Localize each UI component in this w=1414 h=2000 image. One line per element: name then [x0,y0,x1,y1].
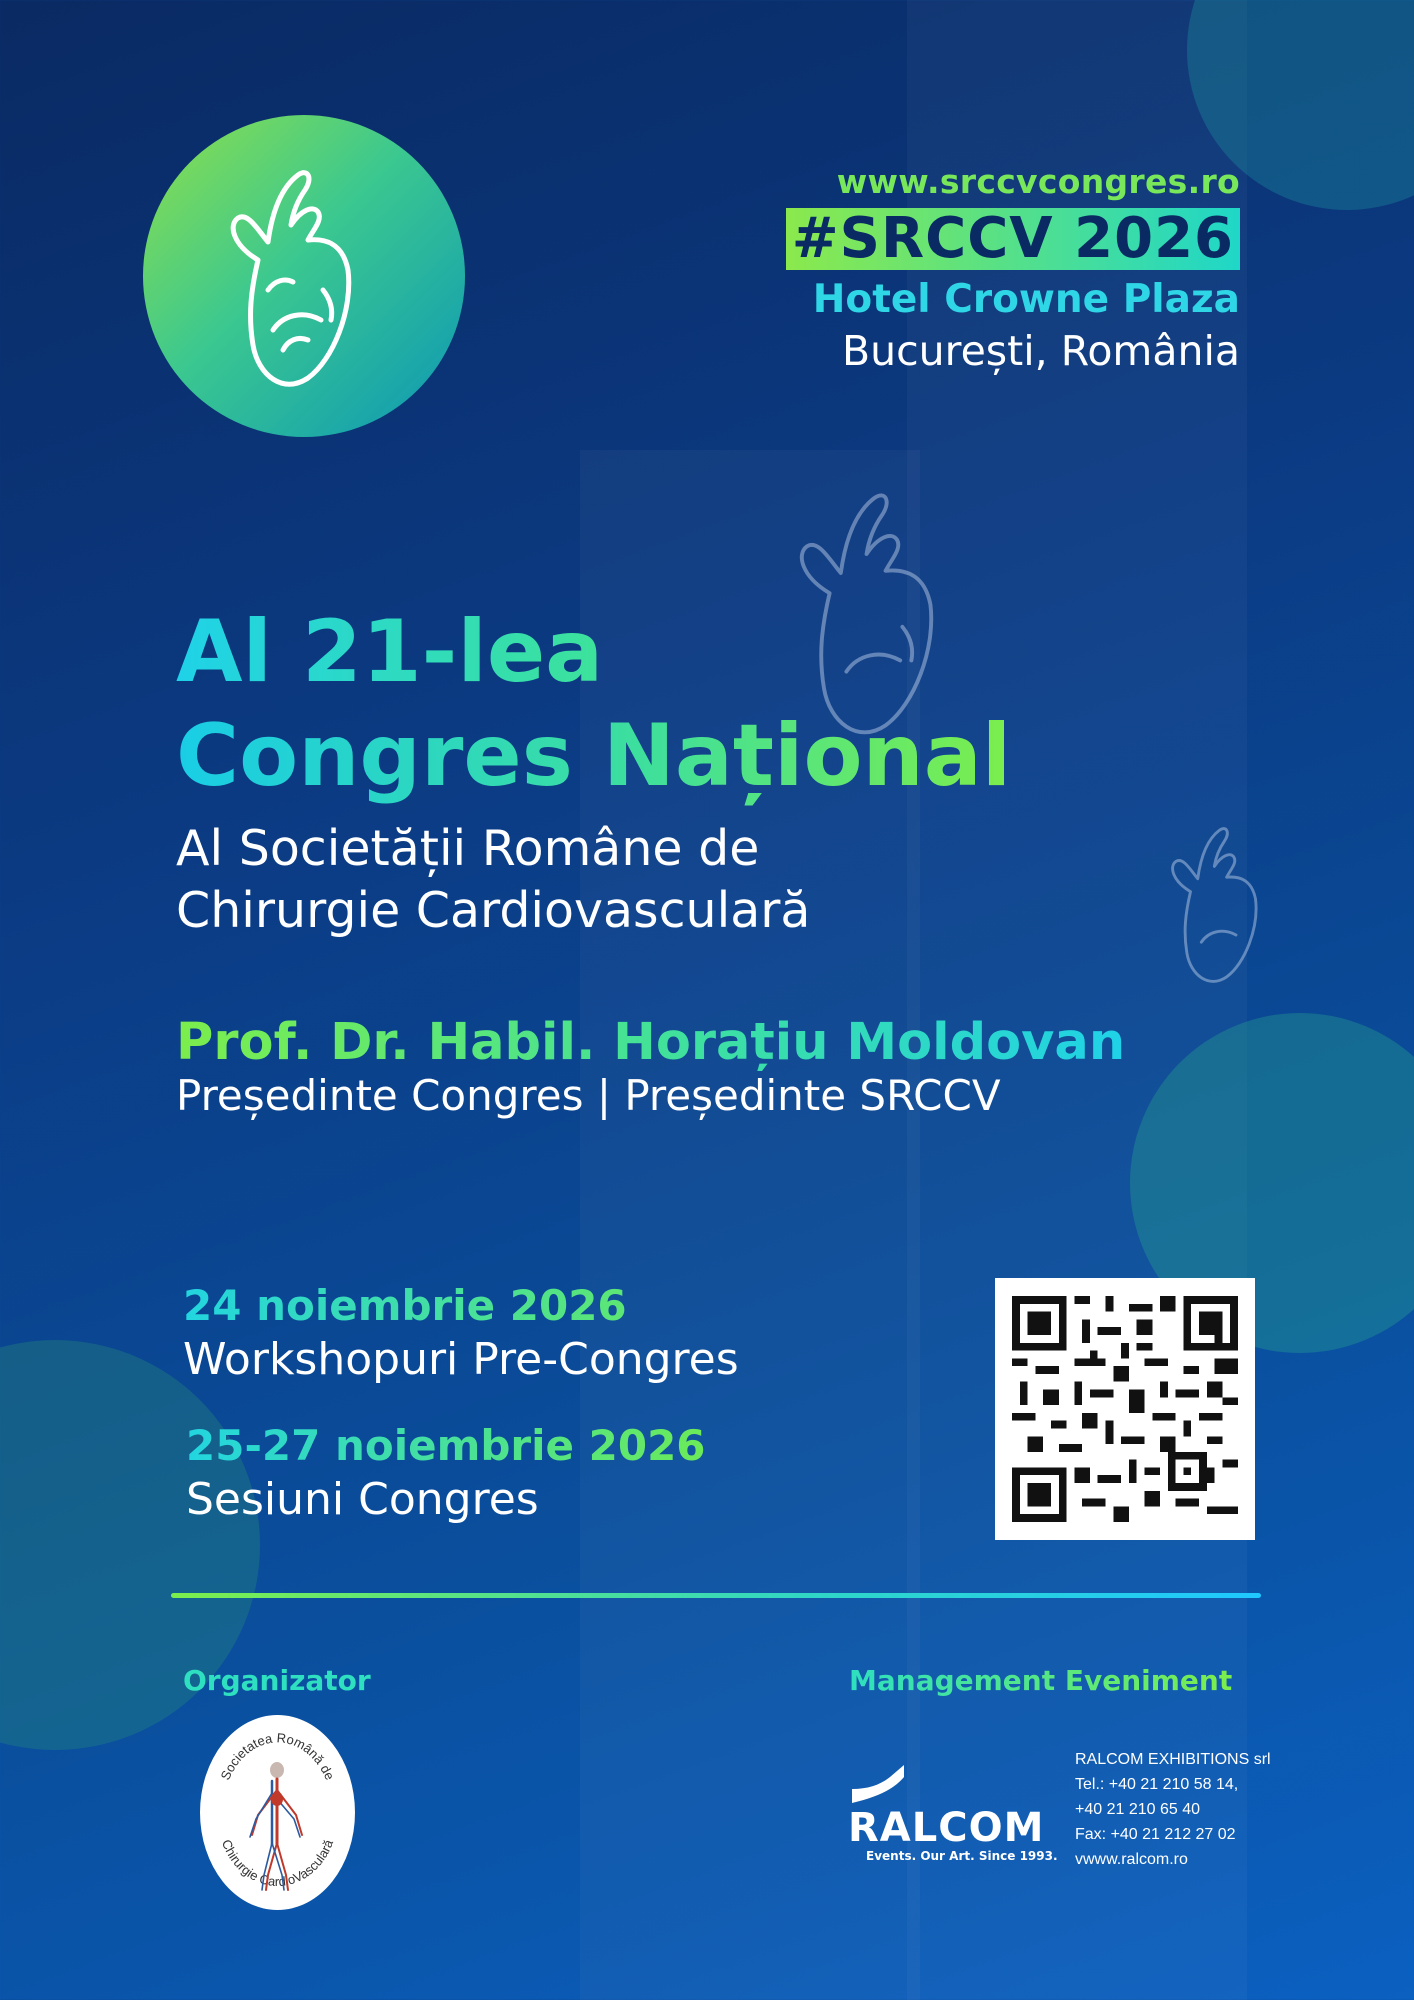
organizer-label: Organizator [183,1664,371,1697]
heart-anatomy-outline-small-icon [1158,805,1288,1000]
ralcom-name: RALCOM [848,1805,1045,1851]
svg-text:Societatea Română de: Societatea Română de [217,1730,338,1783]
qr-code-pattern [1012,1295,1238,1523]
contact-phone-2: +40 21 210 65 40 [1075,1801,1201,1818]
svg-text:Chirurgie CardioVasculară: Chirurgie CardioVasculară [218,1837,337,1890]
contact-website[interactable]: vwww.ralcom.ro [1075,1851,1188,1868]
website-url[interactable]: www.srccvcongres.ro [836,162,1240,201]
title-line-1: Al 21-lea [176,602,604,702]
ralcom-logo [848,1763,1058,1863]
subtitle-line-2: Chirurgie Cardiovasculară [176,882,811,939]
subtitle-line-1: Al Societății Române de [176,820,760,877]
contact-phone-1: Tel.: +40 21 210 58 14, [1075,1776,1239,1793]
srccv-seal-icon [200,1715,355,1910]
ralcom-flag-icon [850,1763,910,1805]
srccv-logo [200,1715,355,1910]
schedule-date: 25-27 noiembrie 2026 [186,1421,706,1470]
president-role: Președinte Congres | Președinte SRCCV [176,1071,1001,1120]
qr-code[interactable] [995,1278,1255,1540]
contact-fax: Fax: +40 21 212 27 02 [1075,1826,1236,1843]
heart-anatomy-icon [213,150,393,400]
schedule-item [183,1280,739,1388]
title-line-2: Congres Național [176,706,1012,806]
venue-hotel: Hotel Crowne Plaza [812,277,1240,322]
event-info [786,162,1240,376]
section-divider [171,1593,1261,1598]
subtitle [176,818,810,942]
president-name: Prof. Dr. Habil. Horațiu Moldovan [176,1013,1126,1072]
venue-city: București, România [841,327,1240,375]
contact-company: RALCOM EXHIBITIONS srl [1075,1751,1271,1768]
schedule-item [186,1420,706,1528]
management-label: Management Eveniment [849,1664,1233,1697]
ralcom-tagline: Events. Our Art. Since 1993. [866,1849,1058,1863]
schedule-date: 24 noiembrie 2026 [183,1280,739,1332]
event-hashtag: #SRCCV 2026 [786,208,1240,270]
schedule-label: Workshopuri Pre-Congres [183,1334,739,1385]
heart-logo-badge [143,115,465,437]
contact-block [1075,1747,1271,1872]
schedule-label: Sesiuni Congres [186,1474,539,1525]
